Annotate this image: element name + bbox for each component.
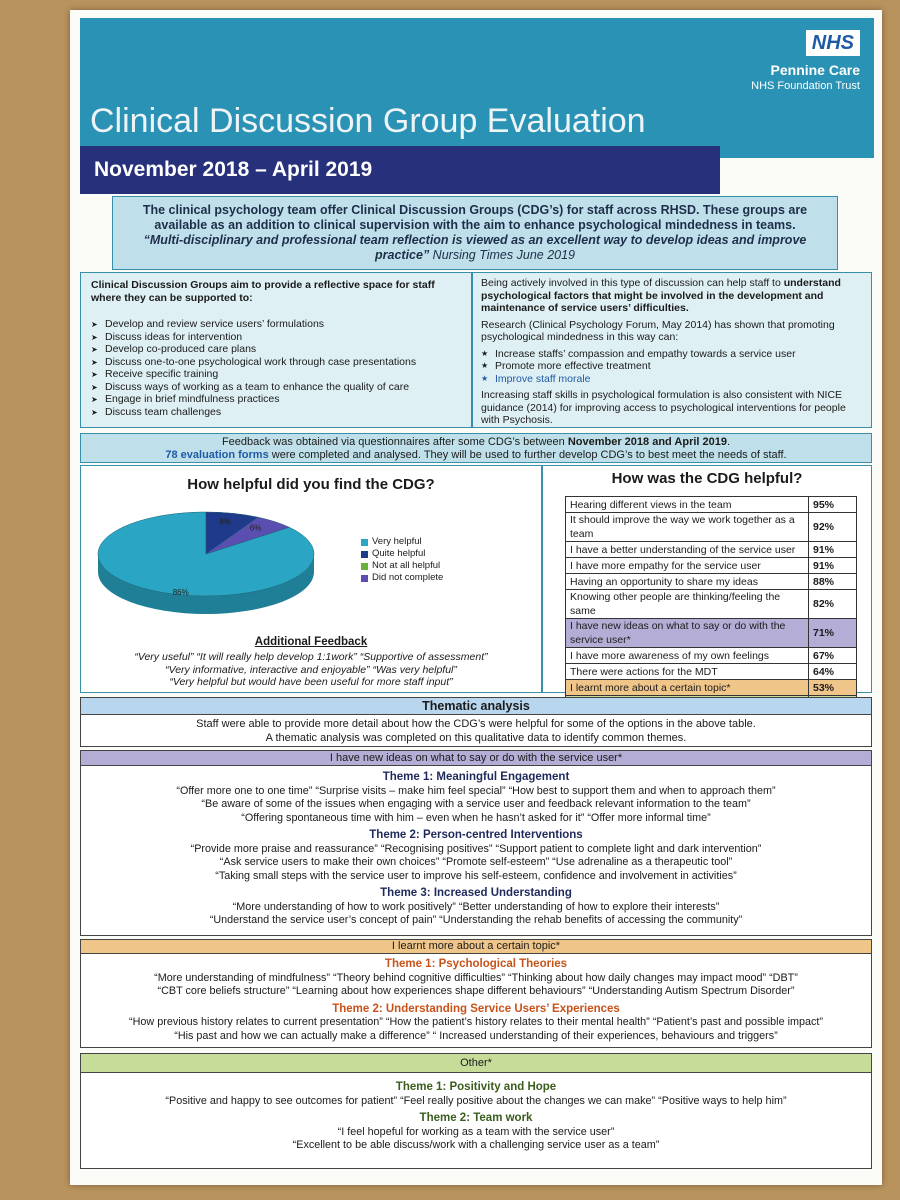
list-item: ➤ Engage in brief mindfulness practices <box>91 393 461 406</box>
row-label: I have more awareness of my own feelings <box>566 648 809 664</box>
quote-text: “Multi-disciplinary and professional team reflection is viewed as an excellent way to develop ideas and improve practice” <box>143 233 807 262</box>
feedback-quote-line: “Very helpful but would have been useful for more staff input” <box>169 676 453 688</box>
other-themes <box>80 1073 872 1169</box>
theme-quote-line: “Positive and happy to see outcomes for patient” “Feel really positive about the changes we can make” “Positive ways to help him” <box>165 1094 787 1107</box>
helpful-table-panel <box>542 465 872 693</box>
benefits-intro-a: Being actively involved in this type of discussion can help staff to <box>481 277 784 289</box>
new-ideas-header: I have new ideas on what to say or do with the service user* <box>80 750 872 766</box>
list-item: ★ Increase staffs’ compassion and empathy towards a service user <box>481 348 863 361</box>
row-label: I have more empathy for the service user <box>566 558 809 574</box>
theme-title: Theme 1: Positivity and Hope <box>395 1081 557 1093</box>
feedback-dates: November 2018 and April 2019 <box>567 436 727 448</box>
legend-item <box>361 560 443 572</box>
page-title: Clinical Discussion Group Evaluation <box>90 102 646 140</box>
row-label: Having an opportunity to share my ideas <box>566 574 809 590</box>
other-header: Other* <box>80 1053 872 1073</box>
table-row <box>566 648 857 664</box>
theme-quote-line: “More understanding of how to work positively” “Better understanding of how to explore their interests” <box>232 900 720 913</box>
row-percent: 95% <box>809 497 857 513</box>
legend-label: Very helpful <box>372 536 422 547</box>
feedback-text-c: . <box>727 436 731 448</box>
header-banner <box>80 18 874 194</box>
row-percent: 67% <box>809 648 857 664</box>
theme-title: Theme 2: Team work <box>419 1112 533 1124</box>
row-percent: 91% <box>809 558 857 574</box>
table-row <box>566 680 857 696</box>
row-percent: 53% <box>809 680 857 696</box>
table-row <box>566 542 857 558</box>
table-row <box>566 558 857 574</box>
theme-quote-line: “Taking small steps with the service user to improve his self-esteem, confidence and involvement in activities” <box>215 869 737 882</box>
additional-feedback-title: Additional Feedback <box>254 636 368 648</box>
row-percent: 91% <box>809 542 857 558</box>
feedback-quote-line: “Very useful” “It will really help develop 1:1work” “Supportive of assessment” <box>134 651 488 663</box>
row-percent: 82% <box>809 590 857 619</box>
theme-quote-line: “Excellent to be able discuss/work with a challenging service user as a team” <box>292 1139 660 1151</box>
evaluation-poster <box>70 10 882 1185</box>
benefits-intro <box>481 277 863 315</box>
table-row <box>566 513 857 542</box>
row-label: There were actions for the MDT <box>566 664 809 680</box>
chart-title: How helpful did you find the CDG? <box>187 476 435 493</box>
theme-quote-line: “Ask service users to make their own choices” “Promote self-esteem” “Use adrenaline as a therapeutic tool” <box>219 856 733 868</box>
table-row <box>566 664 857 680</box>
list-item: ➤ Develop co-produced care plans <box>91 343 461 356</box>
aims-panel <box>80 272 472 428</box>
helpful-table <box>565 496 857 712</box>
learnt-topic-header: I learnt more about a certain topic* <box>80 939 872 954</box>
thematic-analysis-title: Thematic analysis <box>80 697 872 715</box>
theme-quote-line: “How previous history relates to current presentation” “How the patient’s history relates to their mental health” “Patient’s past and possible impact” <box>129 1016 823 1028</box>
learnt-topic-themes <box>80 954 872 1048</box>
theme-title: Theme 3: Increased Understanding <box>380 887 572 899</box>
theme-quote-line: “Provide more praise and reassurance” “Recognising positives” “Support patient to complete light and dark intervention” <box>190 842 762 855</box>
header-strip <box>720 158 874 194</box>
row-label: Hearing different views in the team <box>566 497 809 513</box>
benefits-list <box>481 348 863 386</box>
legend-label: Did not complete <box>372 572 444 583</box>
feedback-text-a: Feedback was obtained via questionnaires after some CDG’s between <box>221 436 568 448</box>
benefits-intro-b: understand psychological factors that might be involved in the development and maintenance of service users’ difficulties. <box>481 277 841 314</box>
row-label: I have a better understanding of the service user <box>566 542 809 558</box>
pie-data-label: 86% <box>172 587 189 597</box>
theme-quote-line: “Offer more one to one time” “Surprise visits – make him feel special” “How best to support them and when to approach them” <box>176 784 776 797</box>
table-row <box>566 574 857 590</box>
nice-text: Increasing staff skills in psychological formulation is also consistent with NICE guidance (2014) for improving access to psychological interventions for people with Psychosis. <box>481 389 846 426</box>
legend-swatch <box>361 551 368 558</box>
feedback-text-e: were completed and analysed. They will be used to further develop CDG’s to best meet the needs of staff. <box>268 449 787 461</box>
legend-item <box>361 536 443 548</box>
feedback-forms: 78 evaluation forms <box>165 449 269 461</box>
nhs-logo: NHS <box>806 30 860 56</box>
list-item: ➤ Discuss ways of working as a team to enhance the quality of care <box>91 381 461 394</box>
legend-swatch <box>361 539 368 546</box>
row-label: I learnt more about a certain topic* <box>566 680 809 696</box>
intro-quote <box>121 233 829 263</box>
aims-lead: Clinical Discussion Groups aim to provide a reflective space for staff where they can be supported to: <box>91 279 435 304</box>
chart-legend <box>361 536 443 584</box>
row-percent: 64% <box>809 664 857 680</box>
feedback-band <box>80 433 872 463</box>
row-percent: 71% <box>809 619 857 648</box>
thematic-line: Staff were able to provide more detail about how the CDG’s were helpful for some of the options in the above table. <box>196 718 756 730</box>
legend-item <box>361 548 443 560</box>
legend-swatch <box>361 575 368 582</box>
list-item: ★ Improve staff morale <box>481 373 863 386</box>
pie-data-label: 8% <box>219 517 232 527</box>
theme-quote-line: “Understand the service user’s concept of pain” “Understanding the rehab benefits of accessing the community” <box>209 914 743 926</box>
theme-title: Theme 2: Person-centred Interventions <box>369 829 583 841</box>
intro-box <box>112 196 838 270</box>
pie-data-label: 6% <box>249 523 262 533</box>
feedback-quote-line: “Very informative, interactive and enjoyable” “Was very helpful” <box>165 663 457 676</box>
row-label: Knowing other people are thinking/feeling the same <box>566 590 809 619</box>
list-item: ➤ Discuss team challenges <box>91 406 461 419</box>
theme-title: Theme 1: Psychological Theories <box>384 958 568 970</box>
table-title: How was the CDG helpful? <box>611 470 803 487</box>
org-subtitle: NHS Foundation Trust <box>751 80 860 92</box>
additional-feedback-quotes <box>81 651 541 689</box>
legend-label: Quite helpful <box>372 548 426 559</box>
thematic-line: A thematic analysis was completed on this qualitative data to identify common themes. <box>265 732 687 744</box>
pie-chart <box>91 502 351 632</box>
list-item: ➤ Discuss one-to-one psychological work through case presentations <box>91 356 461 369</box>
legend-swatch <box>361 563 368 570</box>
thematic-analysis-text <box>80 715 872 747</box>
theme-quote-line: “I feel hopeful for working as a team with the service user” <box>337 1125 615 1138</box>
benefits-panel <box>472 272 872 428</box>
aims-list <box>91 318 461 418</box>
list-item: ➤ Discuss ideas for intervention <box>91 331 461 344</box>
org-name: Pennine Care <box>770 62 860 78</box>
pie-chart-panel <box>80 465 542 693</box>
theme-quote-line: “More understanding of mindfulness” “Theory behind cognitive difficulties” “Thinking about how daily changes may impact mood” “DBT” <box>154 971 798 984</box>
theme-title: Theme 1: Meaningful Engagement <box>382 771 570 783</box>
research-text: Research (Clinical Psychology Forum, May 2014) has shown that promoting psychological mindedness in this way can: <box>481 318 835 343</box>
theme-quote-line: “Offering spontaneous time with him – even when he hasn’t asked for it” “Offer more informal time” <box>241 811 711 824</box>
table-row <box>566 590 857 619</box>
theme-quote-line: “His past and how we can actually make a difference” “ Increased understanding of their experiences, behaviours and triggers” <box>174 1029 778 1042</box>
row-percent: 88% <box>809 574 857 590</box>
quote-citation: Nursing Times June 2019 <box>429 248 575 262</box>
date-range: November 2018 – April 2019 <box>94 158 373 181</box>
legend-item <box>361 572 443 584</box>
theme-quote-line: “CBT core beliefs structure” “Learning about how experiences shape different behaviours” “Understanding Autism Spectrum Disorder” <box>157 985 795 997</box>
legend-label: Not at all helpful <box>372 560 441 571</box>
theme-quote-line: “Be aware of some of the issues when engaging with a service user and feedback relevant information to the team” <box>201 798 751 810</box>
list-item: ➤ Receive specific training <box>91 368 461 381</box>
row-label: It should improve the way we work together as a team <box>566 513 809 542</box>
row-label: I have new ideas on what to say or do with the service user* <box>566 619 809 648</box>
theme-title: Theme 2: Understanding Service Users’ Experiences <box>332 1002 620 1015</box>
intro-text: The clinical psychology team offer Clinical Discussion Groups (CDG’s) for staff across RHSD. These groups are available as an addition to clinical supervision with the aim to enhance psychological mindedness in teams. <box>142 203 808 232</box>
table-row <box>566 619 857 648</box>
table-row <box>566 497 857 513</box>
list-item: ➤ Develop and review service users’ formulations <box>91 318 461 331</box>
list-item: ★ Promote more effective treatment <box>481 360 863 373</box>
row-percent: 92% <box>809 513 857 542</box>
new-ideas-themes <box>80 766 872 936</box>
